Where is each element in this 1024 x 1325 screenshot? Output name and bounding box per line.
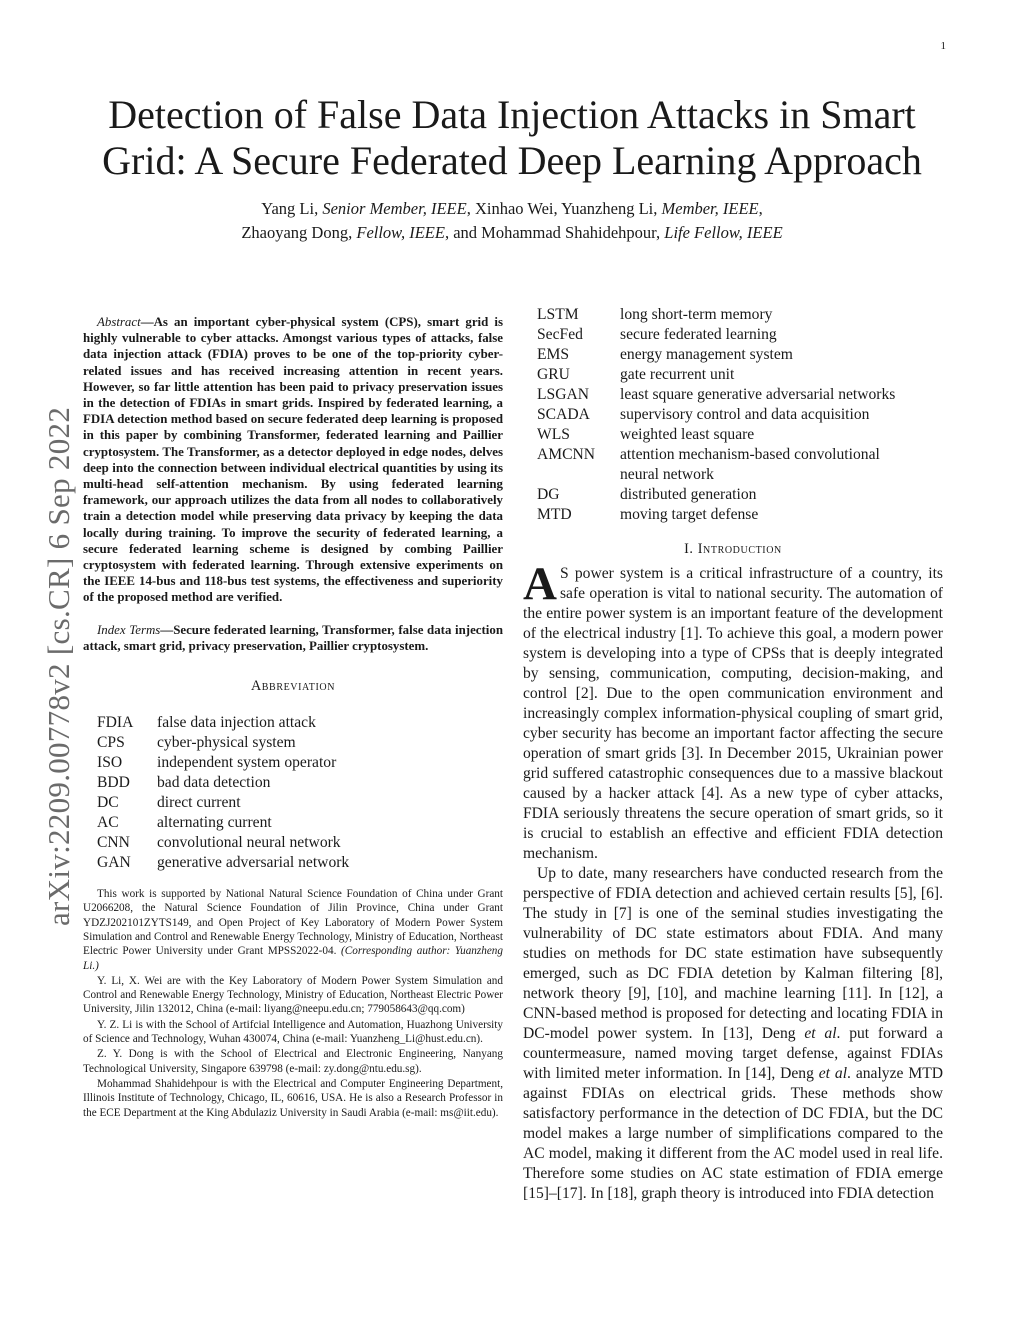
index-terms xyxy=(83,622,503,654)
abbreviation-definition: neural network xyxy=(620,466,714,483)
introduction-heading: I. Introduction xyxy=(684,541,782,557)
abbreviation-definition: cyber-physical system xyxy=(157,734,296,752)
abstract-text: As an important cyber-physical system (CPS), smart grid is highly vulnerable to cyber attacks. Amongst various types of attacks, false data injection attack (FDIA) proves to be one of the top-priority cyber-related issues and has received increasing attention in recent years. However, so far little attention has been paid to privacy preservation issues in the detection of FDIAs in smart grids. Inspired by federated learning, a FDIA detection method based on secure federated deep learning is proposed in this paper by combining Transformer, federated learning and Paillier cryptosystem. The Transformer, as a detector deployed in edge nodes, delves deep into the connection between individual electrical quantities by using its multi-head self-attention mechanism. By using federated learning framework, our approach utilizes the data from all nodes to collaboratively train a detection model while preserving data privacy by keeping the data locally during training. To improve the security of federated learning, a secure federated learning scheme is designed by combing Paillier cryptosystem with federated learning. Through extensive experiments on the IEEE 14-bus and 118-bus test systems, the effectiveness and superiority of the proposed method are verified. xyxy=(83,315,503,605)
abbreviation-definition: generative adversarial network xyxy=(157,854,350,872)
author-role: Fellow, IEEE xyxy=(356,223,445,242)
abbreviation-term: SCADA xyxy=(537,406,590,423)
abbreviation-definition: bad data detection xyxy=(157,774,271,792)
abbreviation-term: DC xyxy=(97,794,119,812)
abbreviation-row xyxy=(97,753,349,773)
abbreviation-definition: gate recurrent unit xyxy=(620,366,735,383)
abbreviation-row xyxy=(97,713,349,733)
abbreviation-term: AMCNN xyxy=(537,446,596,463)
corresponding-author-note: (Corresponding author: Yuanzheng Li.) xyxy=(83,945,503,972)
abbreviation-definition: energy management system xyxy=(620,346,793,363)
abbreviation-row xyxy=(97,853,349,873)
abbreviation-term: MTD xyxy=(537,506,572,523)
abbreviation-term: EMS xyxy=(537,346,570,363)
footnote-affiliation: Z. Y. Dong is with the School of Electrical and Electronic Engineering, Nanyang Technological University, Singapore 639798 (e-mail: zy.dong@ntu.edu.sg). xyxy=(83,1048,503,1075)
author-role: Life Fellow, IEEE xyxy=(664,223,783,242)
abbreviation-definition: attention mechanism-based convolutional xyxy=(620,446,880,463)
page-number: 1 xyxy=(940,40,946,52)
abbreviation-table-left xyxy=(97,713,349,873)
index-terms-label: Index Terms xyxy=(97,622,161,637)
footnote-affiliation: Mohammad Shahidehpour is with the Electrical and Computer Engineering Department, Illinois Institute of Technology, Chicago, IL, 60616, USA. He is also a Research Professor in the ECE Department at the King Abdulaziz University in Saudi Arabia (e-mail: ms@iit.edu). xyxy=(83,1077,503,1119)
footnote-text: This work is supported by National Natural Science Foundation of China under Grant U2066208, the Natural Science Foundation of Jilin Province, China under Grant YDZJ202101ZYTS149, and Open Project of Key Laboratory of Modern Power System Simulation and Control and Renewable Energy Technology, Ministry of Education, Northeast Electric Power University under Grant MPSS2022-04. xyxy=(83,888,503,958)
abbreviation-row xyxy=(537,505,895,525)
paragraph-text: . analyze MTD against FDIAs on electrical grids. These methods show satisfactory performance in the detection of DC FDIA, but the DC model makes a large number of simplifications compared to the AC model, making it different from the AC model used in real life. Therefore some studies on AC state estimation of FDIA emerge [15]–[17]. In [18], graph theory is introduced into FDIA detection xyxy=(523,1065,943,1202)
title-line-1: Detection of False Data Injection Attacks in Smart xyxy=(108,92,916,137)
abbreviation-row xyxy=(537,445,895,465)
paragraph-text: Up to date, many researchers have conducted research from the perspective of FDIA detection and achieved certain results [5], [6]. The study in [7] is one of the seminal studies investigating the vulnerability of DC state estimators about FDIA. And many studies on methods for DC state estimation have subsequently emerged, such as DC FDIA detetion by Kalman filtering [8], network theory [9], [10], and machine learning [11]. In [12], a CNN-based method is proposed for detecting and locating FDIA in DC-model power system. In [13], Deng xyxy=(523,865,943,1042)
abbreviation-definition: weighted least square xyxy=(620,426,755,443)
author-name: , Xinhao Wei, Yuanzheng Li, xyxy=(466,199,662,218)
abbreviation-row xyxy=(97,833,349,853)
abbreviation-row xyxy=(537,365,895,385)
abbreviation-definition: least square generative adversarial networks xyxy=(620,386,896,403)
intro-paragraph-1 xyxy=(523,558,943,864)
abbreviation-definition: long short-term memory xyxy=(620,306,773,323)
footnotes xyxy=(83,887,503,1120)
title-line-2: Grid: A Secure Federated Deep Learning Approach xyxy=(102,138,922,183)
abbreviation-term: CPS xyxy=(97,734,125,752)
paper-title xyxy=(60,92,964,184)
abbreviation-term: SecFed xyxy=(537,326,583,343)
right-column xyxy=(523,305,943,1204)
abbreviation-term: WLS xyxy=(537,426,570,443)
abbreviation-definition: moving target defense xyxy=(620,506,759,523)
abbreviation-term: CNN xyxy=(97,834,130,852)
et-al: et al xyxy=(804,1025,837,1042)
abbreviation-term xyxy=(537,465,620,485)
abbreviation-row xyxy=(97,793,349,813)
abbreviation-row xyxy=(537,385,895,405)
abbreviation-definition: distributed generation xyxy=(620,486,757,503)
abbreviation-row xyxy=(537,345,895,365)
author-name: Zhaoyang Dong, xyxy=(241,223,357,242)
abbreviation-definition: false data injection attack xyxy=(157,714,316,732)
abbreviation-row xyxy=(97,733,349,753)
abbreviation-term: DG xyxy=(537,486,560,503)
author-separator: , xyxy=(758,199,763,218)
drop-cap: A xyxy=(523,558,557,610)
arxiv-identifier[interactable]: arXiv:2209.00778v2 [cs.CR] 6 Sep 2022 xyxy=(41,406,76,926)
author-role: Member, IEEE xyxy=(661,199,759,218)
index-terms-dash: — xyxy=(160,622,174,637)
author-list xyxy=(110,197,914,245)
abstract xyxy=(83,314,503,606)
paragraph-text: S power system is a critical infrastructure of a country, its safe operation is vital to national security. The automation of the entire power system is an important feature of the development of the electrical industry [1]. To achieve this goal, a modern power system is developing into a type of CPSs that is deeply integrated by sensing, communication, computing, decision-making, and control [2]. Due to the open communication environment and increasingly complex information-physical coupling of smart grid, cyber security has become an important factor affecting the secure operation of smart grids [3]. In December 2015, Ukrainian power grid suffered catastrophic consequences due to a massive blackout caused by a hacker attack [4]. As a new type of cyber attacks, FDIA seriously threatens the secure operation of smart grids, so it is crucial to establish an effective and efficient FDIA detection mechanism. xyxy=(523,565,943,862)
abbreviation-term: LSTM xyxy=(537,306,579,323)
abbreviation-definition: convolutional neural network xyxy=(157,834,341,852)
abbreviation-term: LSGAN xyxy=(537,386,589,403)
abstract-label: Abstract xyxy=(97,315,141,329)
footnote-affiliation: Y. Z. Li is with the School of Artifcial Intelligence and Automation, Huazhong University of Science and Technology, Wuhan 430074, China (e-mail: Yuanzheng_Li@hust.edu.cn). xyxy=(83,1018,503,1046)
abbreviation-table-right xyxy=(537,305,895,525)
footnote-affiliation: Y. Li, X. Wei are with the Key Laboratory of Modern Power System Simulation and Control and Renewable Energy Technology, Ministry of Education, Northeast Electric Power University, Jilin 132012, China (e-mail: liyang@neepu.edu.cn; 779058643@qq.com) xyxy=(83,974,503,1016)
index-terms-text: Secure federated learning, Transformer, false data injection attack, smart grid, privacy preservation, Paillier cryptosystem. xyxy=(83,622,503,653)
abstract-dash: — xyxy=(140,315,154,329)
abbreviation-row xyxy=(537,485,895,505)
et-al: et al xyxy=(818,1065,848,1082)
abbreviation-row xyxy=(537,305,895,325)
abbreviation-term: ISO xyxy=(97,754,123,772)
abbreviation-definition: supervisory control and data acquisition xyxy=(620,406,870,423)
abbreviation-row xyxy=(537,465,895,485)
abbreviation-row xyxy=(537,325,895,345)
abbreviation-heading: Abbreviation xyxy=(250,678,336,695)
paragraph-text: . put forward a countermeasure, named moving target defense, against FDIAs with limited meter information. In [14], Deng xyxy=(523,1025,943,1082)
abbreviation-term: AC xyxy=(97,814,119,832)
left-column xyxy=(83,314,503,1121)
author-name: , and Mohammad Shahidehpour, xyxy=(444,223,665,242)
abbreviation-row xyxy=(537,405,895,425)
abbreviation-row xyxy=(97,773,349,793)
abbreviation-term: GRU xyxy=(537,366,570,383)
abbreviation-term: FDIA xyxy=(97,714,134,732)
author-role: Senior Member, IEEE xyxy=(322,199,467,218)
abbreviation-definition: secure federated learning xyxy=(620,326,777,343)
abbreviation-term: BDD xyxy=(97,774,130,792)
abbreviation-row xyxy=(537,425,895,445)
abbreviation-definition: alternating current xyxy=(157,814,272,832)
footnote-funding xyxy=(83,887,503,973)
abbreviation-definition: direct current xyxy=(157,794,241,812)
author-name: Yang Li, xyxy=(261,199,323,218)
abbreviation-term: GAN xyxy=(97,854,131,872)
intro-paragraph-2 xyxy=(523,864,943,1204)
abbreviation-row xyxy=(97,813,349,833)
abbreviation-definition: independent system operator xyxy=(157,754,337,772)
